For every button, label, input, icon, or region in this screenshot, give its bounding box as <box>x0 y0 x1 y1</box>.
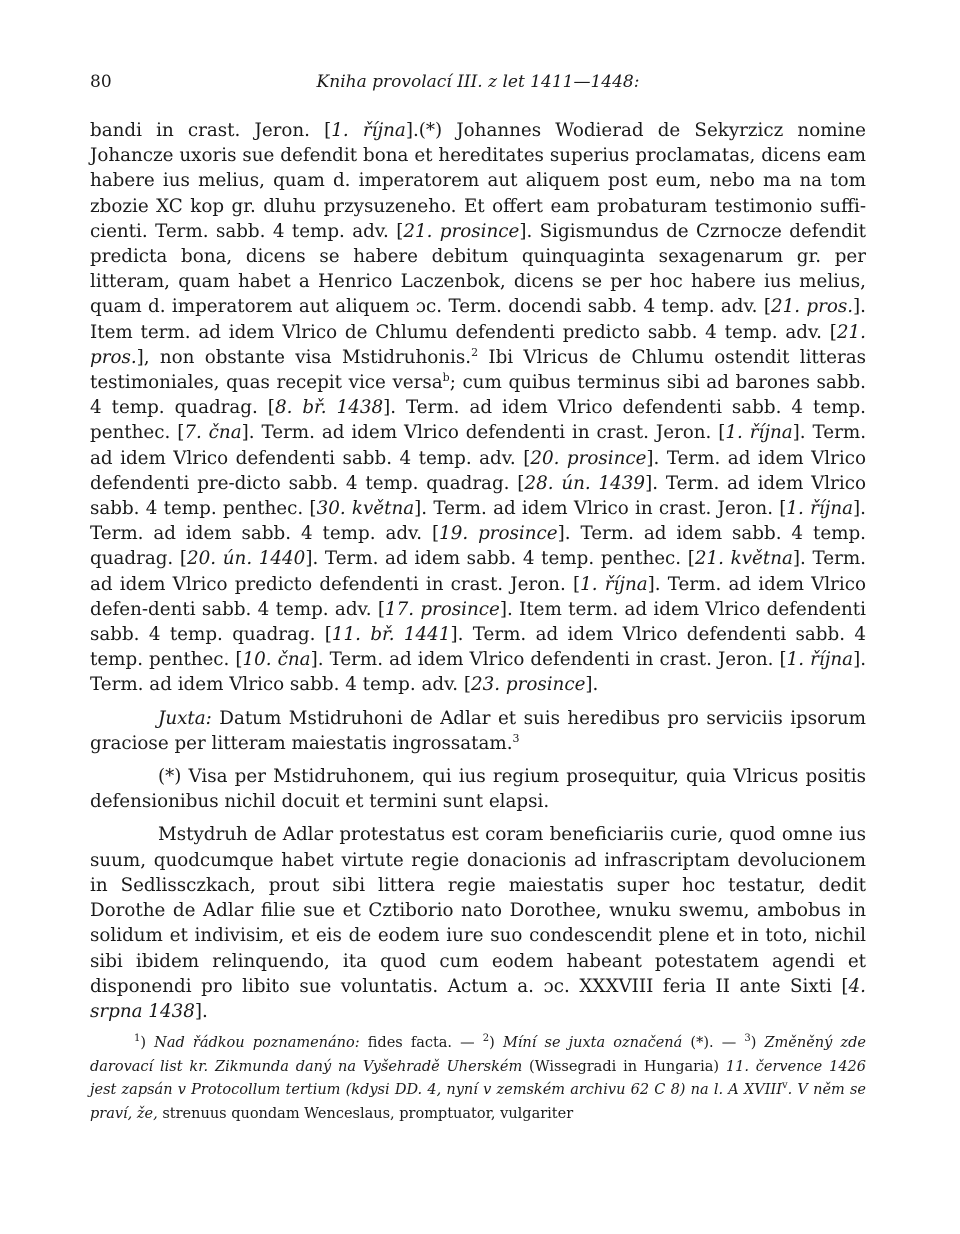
text-run: ]. Term. ad idem Vlrico defen-denti sabb. 4 temp. adv. [ <box>90 573 867 620</box>
italic-text: 11. bř. 1441 <box>331 624 451 646</box>
page-header <box>90 68 866 102</box>
text-run: (*). — <box>682 1035 745 1052</box>
footnote-marker: 1 <box>134 1033 141 1045</box>
italic-text: 21. května <box>694 548 793 570</box>
italic-text: 1. října <box>580 573 648 595</box>
italic-text: Míní se juxta označená <box>502 1035 683 1052</box>
text-run: ]. Term. ad idem sabb. 4 temp. penthec. [ <box>305 548 695 570</box>
text-run: ]. Item term. ad idem Vlrico defendenti sabb. 4 temp. quadrag. [ <box>90 598 866 646</box>
text-run: Ibi Vlricus de Chlumu ostendit litteras testimoniales, quas recepit vice versa <box>90 346 866 394</box>
footnote-marker: v <box>781 1080 788 1092</box>
italic-text: 17. prosince <box>384 598 500 620</box>
italic-text: 21. pros. <box>90 321 866 368</box>
italic-text: 23. prosince <box>471 674 586 696</box>
running-head: Kniha provolací III. z let 1411—1448: <box>316 72 640 92</box>
italic-text: Změněný zde darovací list kr. Zikmunda daný na Vyšehradě Uherském <box>90 1035 866 1075</box>
italic-text: 21. prosince <box>403 220 520 242</box>
footnote-reference: 3 <box>512 731 520 745</box>
paragraph <box>90 706 866 756</box>
footnotes <box>90 1032 866 1126</box>
footnote-marker: 2 <box>482 1033 490 1045</box>
text-run: ]. Term. ad idem sabb. 4 temp. quadrag. [ <box>90 523 866 570</box>
text-run: ]. Term. ad idem Vlrico predicto defendenti in crast. Jeron. [ <box>90 548 866 595</box>
italic-text: . V něm se praví, že, <box>90 1082 867 1122</box>
italic-text: 20. prosince <box>530 447 647 469</box>
italic-text: 1. října <box>786 649 854 671</box>
italic-text: 10. čna <box>242 649 311 671</box>
italic-text: Nad řádkou poznamenáno: <box>154 1035 360 1052</box>
italic-text: 7. čna <box>184 422 242 444</box>
footnote-reference: b <box>442 370 450 384</box>
paragraph <box>90 118 866 698</box>
italic-text: 19. prosince <box>439 523 558 545</box>
paragraph <box>90 764 866 814</box>
italic-text: 21. pros. <box>770 296 854 318</box>
text-run: ], non obstante visa Mstidruhonis. <box>136 346 472 368</box>
italic-text: 11. července 1426 jest zapsán v Protocollum tertium (kdysi DD. 4, nyní v zemském archivu 62 C 8) na l. A XVIII <box>90 1058 866 1099</box>
text-run: ]. Term. ad idem Vlrico defendenti in crast. Jeron. [ <box>310 649 787 671</box>
text-run: ]. Term. ad idem Vlrico sabb. 4 temp. penthec. [ <box>90 472 866 520</box>
italic-text: 28. ún. 1439 <box>524 472 646 494</box>
text-run: ].(*) Johannes Wodierad de Sekyrzicz nomine Johancze uxoris sue defendit bona et hereditates superius proclamatas, dicens eam habere ius melius, quam d. imperatorem aut aliquem post eum, nebo ma na tom zbozie XC kop gr. dluhu przysuzeneho. Et offert eam probaturam testimonio suffi-cienti. Term. sabb. 4 temp. adv. [ <box>90 120 866 242</box>
text-run: (Wissegradi in Hungaria) <box>522 1058 726 1075</box>
text-run: ]. Term. ad idem Vlrico sabb. 4 temp. adv. [ <box>90 649 867 696</box>
footnote-marker: 3 <box>744 1033 751 1045</box>
text-run: ; cum quibus terminus sibi ad barones sabb. 4 temp. quadrag. [ <box>90 372 866 419</box>
italic-text: Juxta: <box>158 707 212 729</box>
italic-text: 20. ún. 1440 <box>187 548 306 570</box>
text-run: Datum Mstidruhoni de Adlar et suis heredibus pro serviciis ipsorum graciose per litteram maiestatis ingrossatam. <box>90 707 866 754</box>
body-text <box>90 118 866 1024</box>
text-run: ]. <box>585 674 599 696</box>
italic-text: 4. srpna 1438 <box>90 975 866 1022</box>
text-run: ) <box>750 1035 765 1052</box>
text-run: bandi in crast. Jeron. [ <box>90 120 332 141</box>
text-run: ]. Term. ad idem Vlrico defendenti sabb. 4 temp. adv. [ <box>90 422 866 469</box>
text-run: ]. Term. ad idem Vlrico defendenti sabb. 4 temp. penthec. [ <box>90 397 866 444</box>
text-run: ]. Term. ad idem Vlrico defendenti pre-dicto sabb. 4 temp. quadrag. [ <box>90 447 866 494</box>
paragraph <box>90 822 866 1024</box>
text-run: ]. Term. ad idem sabb. 4 temp. adv. [ <box>90 498 866 545</box>
text-run: Mstydruh de Adlar protestatus est coram beneficiariis curie, quod omne ius suum, quodcumque habet virtute regie donacionis ad infrascriptam devolucionem in Sedlissczkach, prout sibi littera regie maiestatis super hoc testatur, dedit Dorothe de Adlar filie sue et Cztiborio nato Dorothee, wnuku swemu, ambobus in solidum et indivisim, et eis de eodem iure suo condescendit plene et in toto, nichil sibi ibidem relinquendo, ita quod cum eodem habeant potestatem agendi et disponendi pro libito sue voluntatis. Actum a. ɔc. XXXVIII feria II ante Sixti [ <box>90 824 866 997</box>
text-run: ]. Term. ad idem Vlrico in crast. Jeron. [ <box>414 498 787 520</box>
text-run: ) <box>489 1035 503 1052</box>
italic-text: 1. října <box>331 120 406 141</box>
text-run: ]. Term. ad idem Vlrico defendenti sabb. 4 temp. penthec. [ <box>90 624 867 671</box>
text-run: fides facta. — <box>359 1035 483 1052</box>
italic-text: 1. října <box>786 498 854 520</box>
text-run: ]. Item term. ad idem Vlrico de Chlumu defendenti predicto sabb. 4 temp. adv. [ <box>90 296 866 343</box>
footnote-reference: 2 <box>471 345 479 359</box>
text-run: ]. Sigismundus de Czrnocze defendit predicta bona, dicens se habere debitum quinquaginta sexagenarum gr. per litteram, quam habet a Henrico Laczenbok, dicens se per hoc habere ius melius, quam d. imperatorem aut aliquem ɔc. Term. docendi sabb. 4 temp. adv. [ <box>90 220 866 318</box>
italic-text: 8. bř. 1438 <box>274 397 384 419</box>
text-run: ) <box>140 1035 155 1052</box>
text-run: (*) Visa per Mstidruhonem, qui ius regium prosequitur, quia Vlricus positis defensionibus nichil docuit et termini sunt elapsi. <box>90 766 866 813</box>
italic-text: 30. května <box>316 498 415 520</box>
text-run: ]. Term. ad idem Vlrico defendenti in crast. Jeron. [ <box>241 422 726 444</box>
text-run: ]. <box>194 1000 208 1022</box>
text-run: strenuus quondam Wenceslaus, promptuator, vulgariter <box>157 1105 574 1122</box>
italic-text: 1. října <box>725 422 793 444</box>
page-number: 80 <box>90 72 112 92</box>
